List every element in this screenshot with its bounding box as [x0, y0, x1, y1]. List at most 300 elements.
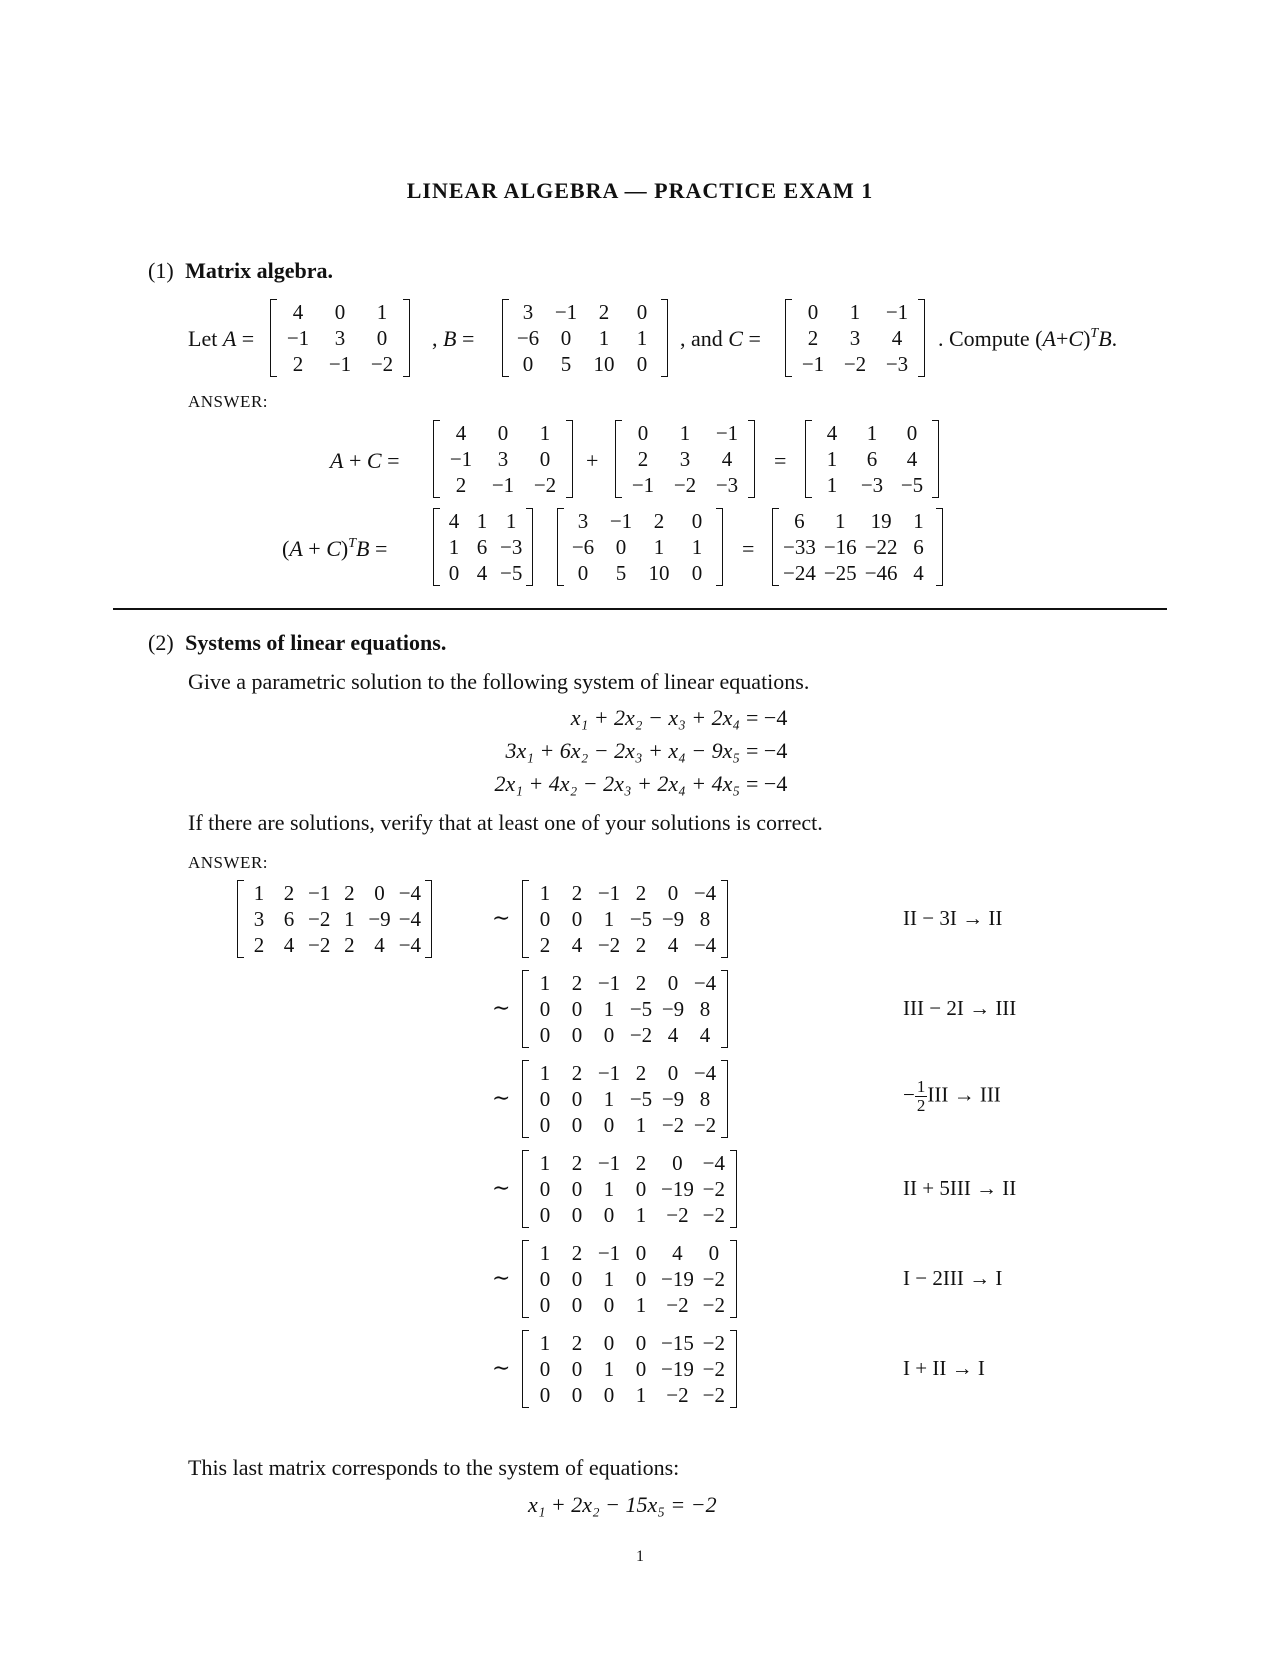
matrix-cell: −1 [597, 971, 621, 995]
step-matrix [522, 970, 728, 1048]
matrix-cell: 0 [497, 421, 509, 445]
matrix-cell: 0 [635, 1177, 647, 1201]
matrix-cell: 4 [913, 561, 924, 585]
bracket-right [932, 420, 939, 498]
matrix-cell: 10 [593, 352, 615, 376]
equation-line [440, 738, 787, 764]
matrix-cell: −1 [449, 447, 473, 471]
problem-2-prompt: Give a parametric solution to the following system of linear equations. [188, 669, 810, 694]
row-operation: II + 5III → II [903, 1176, 1017, 1200]
matrix-cell: 0 [691, 509, 703, 533]
matrix-cell: 0 [603, 1383, 615, 1407]
matrix-cell: 2 [344, 933, 355, 957]
matrix-cell: −16 [823, 535, 857, 559]
matrix-cell: 1 [539, 1061, 551, 1085]
bracket-right [918, 299, 925, 377]
matrix-cell: 0 [539, 997, 551, 1021]
matrix-cell: 0 [539, 907, 551, 931]
compute-text: . Compute $(A+C)^TB$. [938, 326, 1118, 351]
matrix-cell: −2 [702, 1177, 726, 1201]
matrix-cell: −5 [629, 997, 653, 1021]
matrix-cell: 0 [571, 1357, 583, 1381]
matrix-cell: −2 [843, 352, 867, 376]
bracket-right [566, 420, 573, 498]
matrix-cell: 2 [571, 1151, 583, 1175]
matrix-cell: 1 [505, 509, 517, 533]
matrix-cell: 2 [653, 509, 665, 533]
bracket-left [522, 1330, 529, 1408]
matrix-cell: 0 [807, 300, 819, 324]
bracket-left [502, 299, 509, 377]
matrix-b [502, 299, 668, 377]
a-plus-c-label: A + C = [330, 448, 400, 473]
matrix-cell: 0 [603, 1203, 615, 1227]
bracket-right [730, 1150, 737, 1228]
section-divider [113, 608, 1167, 610]
row-operation: I + II → I [903, 1356, 985, 1380]
bracket-right [936, 508, 943, 586]
matrix-cell: −33 [783, 535, 816, 559]
matrix-cell: −46 [864, 561, 898, 585]
matrix-cell: −4 [398, 933, 422, 957]
matrix-cell: 2 [571, 971, 583, 995]
matrix-cell: −5 [629, 907, 653, 931]
matrix-cell: −1 [554, 300, 578, 324]
matrix-cell: 1 [653, 535, 665, 559]
row-operation: II − 3I → II [903, 906, 1003, 930]
matrix-cell: 3 [334, 326, 346, 350]
matrix-cell: 3 [522, 300, 534, 324]
matrix-cell: −2 [666, 1383, 689, 1407]
matrix-cell: 2 [635, 933, 647, 957]
matrix-cell: 3 [253, 907, 265, 931]
bracket-right [721, 970, 728, 1048]
problem-number: (2) [148, 630, 174, 655]
matrix-cell: 1 [913, 509, 924, 533]
matrix-cell: −9 [661, 997, 685, 1021]
fraction-numerator: 1 [916, 1077, 926, 1096]
matrix-cell: −2 [693, 1113, 717, 1137]
answer-label-1: ANSWER: [188, 392, 268, 411]
row-operation: III − 2I → III [903, 996, 1017, 1020]
matrix-cell: 6 [283, 907, 295, 931]
matrix-cell: 0 [672, 1151, 683, 1175]
matrix-cell: −24 [783, 561, 816, 585]
matrix-cell: −3 [885, 352, 909, 376]
equation-rhs: = −4 [746, 738, 788, 763]
matrix-cell: 1 [635, 1203, 647, 1227]
label-b: , B = [432, 326, 475, 351]
matrix-cell: −6 [571, 535, 595, 559]
matrix-cell: 1 [635, 1293, 647, 1317]
matrix-cell: 1 [849, 300, 861, 324]
matrix-cell: −4 [398, 881, 422, 905]
matrix-cell: 4 [571, 933, 583, 957]
matrix-cell: 2 [571, 881, 583, 905]
step-matrix [522, 1240, 737, 1318]
matrix-cell: 0 [571, 1023, 583, 1047]
bracket-left [522, 970, 529, 1048]
matrix-cell: −1 [328, 352, 352, 376]
matrix-cell: −9 [661, 1087, 685, 1111]
row-operation: I − 2III → I [903, 1266, 1003, 1290]
matrix-cell: −1 [609, 509, 633, 533]
matrix-cell: −1 [597, 1241, 621, 1265]
matrix-cell: 1 [866, 421, 878, 445]
matrix-cell: 1 [691, 535, 703, 559]
matrix-cell: 2 [571, 1241, 583, 1265]
bracket-right [721, 1060, 728, 1138]
row-equivalence-sign: ∼ [492, 1175, 511, 1200]
matrix-cell: 1 [539, 1331, 551, 1355]
equation-lhs: 2x₁ + 4x₂ − 2x₃ + 2x₄ + 4x₅ [494, 771, 740, 796]
matrix-cell: −2 [533, 473, 557, 497]
matrix-cell: 0 [615, 535, 627, 559]
matrix-cell: −2 [702, 1293, 726, 1317]
matrix-b-copy [557, 508, 723, 586]
matrix-cell: −2 [629, 1023, 653, 1047]
problem-1-header [148, 258, 333, 284]
matrix-cell: 0 [577, 561, 589, 585]
matrix-cell: 4 [374, 933, 385, 957]
bracket-right [661, 299, 668, 377]
matrix-cell: 0 [539, 1023, 551, 1047]
bracket-left [615, 420, 622, 498]
matrix-cell: −2 [308, 933, 331, 957]
matrix-cell: −9 [661, 907, 685, 931]
problem-heading: Matrix algebra. [185, 258, 334, 283]
equation-lhs: 3x₁ + 6x₂ − 2x₃ + x₄ − 9x₅ [505, 738, 740, 763]
matrix-cell: 0 [539, 1267, 551, 1291]
matrix-cell: 4 [721, 447, 733, 471]
bracket-left [433, 508, 440, 586]
matrix-cell: 0 [571, 1177, 583, 1201]
matrix-cell: −2 [702, 1357, 726, 1381]
matrix-cell: 1 [603, 997, 615, 1021]
matrix-a-copy [433, 420, 573, 498]
matrix-cell: −2 [666, 1293, 689, 1317]
page-number: 1 [636, 1548, 644, 1565]
matrix-cell: 0 [374, 881, 385, 905]
matrix-cell: −2 [673, 473, 697, 497]
matrix-result [772, 508, 943, 586]
plus-sign: + [586, 448, 599, 473]
matrix-cell: 1 [603, 1177, 615, 1201]
matrix-cell: 3 [679, 447, 691, 471]
matrix-cell: −4 [702, 1151, 726, 1175]
matrix-cell: 1 [253, 881, 265, 905]
matrix-cell: 0 [539, 1087, 551, 1111]
step-matrix [522, 1060, 728, 1138]
matrix-cell: 2 [635, 1061, 647, 1085]
row-equivalence-sign: ∼ [492, 1355, 511, 1380]
matrix-cell: −2 [597, 933, 621, 957]
bracket-left [785, 299, 792, 377]
matrix-cell: 5 [560, 352, 572, 376]
matrix-cell: 1 [344, 907, 355, 931]
bracket-left [522, 880, 529, 958]
matrix-cell: 4 [448, 509, 460, 533]
bracket-left [772, 508, 779, 586]
verify-text: If there are solutions, verify that at least one of your solutions is correct. [188, 810, 823, 835]
matrix-cell: −1 [286, 326, 310, 350]
matrix-a-plus-c [805, 420, 939, 498]
row-operation [903, 1078, 1001, 1115]
matrix-cell: 0 [635, 1267, 647, 1291]
matrix-cell: −1 [631, 473, 655, 497]
matrix-cell: −19 [661, 1267, 694, 1291]
matrix-cell: 1 [603, 907, 615, 931]
label-and-c: , and C = [680, 326, 761, 351]
matrix-cell: 1 [826, 447, 838, 471]
matrix-cell: −2 [370, 352, 394, 376]
matrix-cell: 0 [539, 1293, 551, 1317]
bracket-right [730, 1240, 737, 1318]
matrix-c-copy [615, 420, 755, 498]
matrix-cell: 0 [539, 1177, 551, 1201]
matrix-cell: 2 [571, 1331, 583, 1355]
matrix-cell: −2 [661, 1113, 685, 1137]
matrix-cell: 4 [455, 421, 467, 445]
matrix-cell: 0 [603, 1293, 615, 1317]
matrix-cell: −1 [597, 1061, 621, 1085]
matrix-cell: −1 [308, 881, 331, 905]
equation-line [440, 705, 787, 731]
matrix-cell: −1 [885, 300, 909, 324]
matrix-cell: 0 [603, 1023, 615, 1047]
matrix-cell: −4 [693, 881, 717, 905]
matrix-cell: 2 [598, 300, 610, 324]
matrix-cell: −4 [693, 933, 717, 957]
matrix-cell: 1 [539, 971, 551, 995]
bracket-left [237, 880, 244, 958]
matrix-cell: 0 [571, 1113, 583, 1137]
matrix-cell: −22 [864, 535, 898, 559]
matrix-cell: 6 [794, 509, 805, 533]
matrix-cell: 1 [603, 1267, 615, 1291]
transpose-product-label: $(A + C)^TB$ = [282, 536, 388, 561]
matrix-cell: −19 [661, 1177, 694, 1201]
row-equivalence-sign: ∼ [492, 995, 511, 1020]
matrix-cell: 4 [667, 933, 679, 957]
matrix-cell: 8 [699, 997, 711, 1021]
fraction-sign: − [903, 1082, 915, 1107]
matrix-cell: 1 [636, 326, 648, 350]
matrix-c [785, 299, 925, 377]
matrix-cell: 0 [635, 1331, 647, 1355]
equation-line [440, 771, 787, 797]
matrix-cell: 0 [334, 300, 346, 324]
matrix-cell: −1 [801, 352, 825, 376]
matrix-cell: 4 [672, 1241, 683, 1265]
matrix-cell: 0 [539, 447, 551, 471]
matrix-cell: 0 [560, 326, 572, 350]
matrix-cell: 1 [448, 535, 460, 559]
matrix-cell: 4 [667, 1023, 679, 1047]
matrix-cell: 2 [283, 881, 295, 905]
matrix-cell: −3 [715, 473, 739, 497]
page-title: LINEAR ALGEBRA — PRACTICE EXAM 1 [406, 178, 874, 203]
problem-heading: Systems of linear equations. [185, 630, 447, 655]
bracket-right [721, 880, 728, 958]
matrix-cell: 2 [539, 933, 551, 957]
matrix-cell: −5 [629, 1087, 653, 1111]
matrix-cell: 2 [635, 971, 647, 995]
step-matrix [522, 1330, 737, 1408]
row-equivalence-sign: ∼ [492, 1265, 511, 1290]
matrix-cell: 10 [648, 561, 670, 585]
matrix-cell: −25 [823, 561, 857, 585]
matrix-cell: 0 [571, 997, 583, 1021]
matrix-cell: 2 [571, 1061, 583, 1085]
matrix-cell: −19 [661, 1357, 694, 1381]
fraction-denominator: 2 [916, 1096, 926, 1115]
matrix-cell: 2 [292, 352, 304, 376]
bracket-left [270, 299, 277, 377]
matrix-cell: 0 [708, 1241, 720, 1265]
matrix-cell: 2 [637, 447, 649, 471]
matrix-cell: −1 [491, 473, 515, 497]
row-operation-text: III → III [927, 1082, 1001, 1107]
fraction [915, 1078, 928, 1115]
matrix-cell: −9 [368, 907, 391, 931]
matrix-cell: 0 [571, 1087, 583, 1111]
bracket-right [716, 508, 723, 586]
matrix-cell: −2 [702, 1203, 726, 1227]
equals-sign: = [742, 536, 755, 561]
matrix-cell: 5 [615, 561, 627, 585]
matrix-cell: −2 [666, 1203, 689, 1227]
equation-lhs: x₁ + 2x₂ − x₃ + 2x₄ [570, 705, 740, 730]
matrix-cell: 4 [699, 1023, 711, 1047]
matrix-cell: 0 [635, 1241, 647, 1265]
matrix-cell: 2 [807, 326, 819, 350]
matrix-cell: 0 [691, 561, 703, 585]
matrix-cell: 6 [866, 447, 878, 471]
equals-sign: = [774, 448, 787, 473]
matrix-cell: 1 [826, 473, 838, 497]
augmented-matrix [237, 880, 432, 958]
bracket-right [526, 508, 533, 586]
matrix-cell: −4 [693, 971, 717, 995]
equation-rhs: = −4 [746, 771, 788, 796]
bracket-left [522, 1060, 529, 1138]
matrix-cell: 1 [539, 1151, 551, 1175]
matrix-cell: 0 [571, 1267, 583, 1291]
matrix-cell: 0 [571, 1293, 583, 1317]
matrix-cell: 19 [870, 509, 892, 533]
matrix-cell: 2 [344, 881, 355, 905]
matrix-cell: 0 [667, 971, 679, 995]
matrix-cell: 1 [835, 509, 846, 533]
matrix-cell: 1 [635, 1113, 647, 1137]
matrix-cell: 0 [539, 1113, 551, 1137]
row-equivalence-sign: ∼ [492, 1085, 511, 1110]
bracket-left [433, 420, 440, 498]
matrix-cell: 0 [539, 1357, 551, 1381]
bracket-left [557, 508, 564, 586]
let-label: Let A = [188, 326, 255, 351]
matrix-cell: 1 [603, 1087, 615, 1111]
matrix-cell: 1 [539, 881, 551, 905]
matrix-cell: 0 [376, 326, 388, 350]
bracket-left [522, 1240, 529, 1318]
answer-label-2: ANSWER: [188, 853, 268, 872]
matrix-cell: −4 [693, 1061, 717, 1085]
matrix-cell: 8 [699, 1087, 711, 1111]
matrix-cell: −1 [597, 1151, 621, 1175]
matrix-cell: 0 [571, 1383, 583, 1407]
matrix-cell: 2 [635, 881, 647, 905]
matrix-cell: −6 [516, 326, 540, 350]
matrix-cell: −1 [597, 881, 621, 905]
closing-text: This last matrix corresponds to the system of equations: [188, 1455, 680, 1480]
matrix-cell: 0 [448, 561, 460, 585]
matrix-cell: 1 [603, 1357, 615, 1381]
bracket-left [805, 420, 812, 498]
matrix-cell: −4 [398, 907, 422, 931]
matrix-cell: 4 [906, 447, 918, 471]
problem-number: (1) [148, 258, 174, 283]
bracket-right [730, 1330, 737, 1408]
matrix-cell: −2 [702, 1383, 726, 1407]
matrix-cell: 0 [539, 1383, 551, 1407]
row-equivalence-sign: ∼ [492, 905, 511, 930]
matrix-cell: −5 [500, 561, 523, 585]
matrix-cell: −2 [702, 1267, 726, 1291]
problem-2-header [148, 630, 446, 656]
matrix-cell: 1 [476, 509, 488, 533]
matrix-cell: −3 [860, 473, 884, 497]
matrix-cell: 0 [906, 421, 918, 445]
matrix-cell: 0 [539, 1203, 551, 1227]
matrix-cell: 2 [455, 473, 467, 497]
matrix-cell: 0 [522, 352, 534, 376]
matrix-cell: 4 [283, 933, 295, 957]
matrix-cell: 1 [539, 421, 551, 445]
bracket-right [425, 880, 432, 958]
matrix-cell: 6 [913, 535, 924, 559]
matrix-cell: −15 [661, 1331, 694, 1355]
matrix-cell: 2 [635, 1151, 647, 1175]
matrix-cell: 0 [571, 907, 583, 931]
matrix-cell: 0 [636, 300, 648, 324]
step-matrix [522, 880, 728, 958]
matrix-cell: −3 [500, 535, 523, 559]
equation-rhs: = −4 [746, 705, 788, 730]
matrix-cell: 4 [292, 300, 304, 324]
matrix-cell: 0 [635, 1357, 647, 1381]
matrix-cell: 3 [849, 326, 861, 350]
step-matrix [522, 1150, 737, 1228]
matrix-cell: −5 [900, 473, 924, 497]
matrix-cell: 4 [826, 421, 838, 445]
matrix-cell: 6 [476, 535, 488, 559]
final-equation: x₁ + 2x₂ − 15x₅ = −2 [528, 1492, 717, 1517]
matrix-cell: −2 [702, 1331, 726, 1355]
matrix-cell: 0 [603, 1331, 615, 1355]
matrix-cell: 0 [603, 1113, 615, 1137]
matrix-cell: 4 [476, 561, 488, 585]
matrix-cell: 1 [539, 1241, 551, 1265]
matrix-cell: 0 [637, 421, 649, 445]
matrix-cell: 1 [598, 326, 610, 350]
bracket-right [748, 420, 755, 498]
matrix-cell: −1 [715, 421, 739, 445]
matrix-cell: −2 [308, 907, 331, 931]
bracket-right [403, 299, 410, 377]
matrix-cell: 1 [635, 1383, 647, 1407]
